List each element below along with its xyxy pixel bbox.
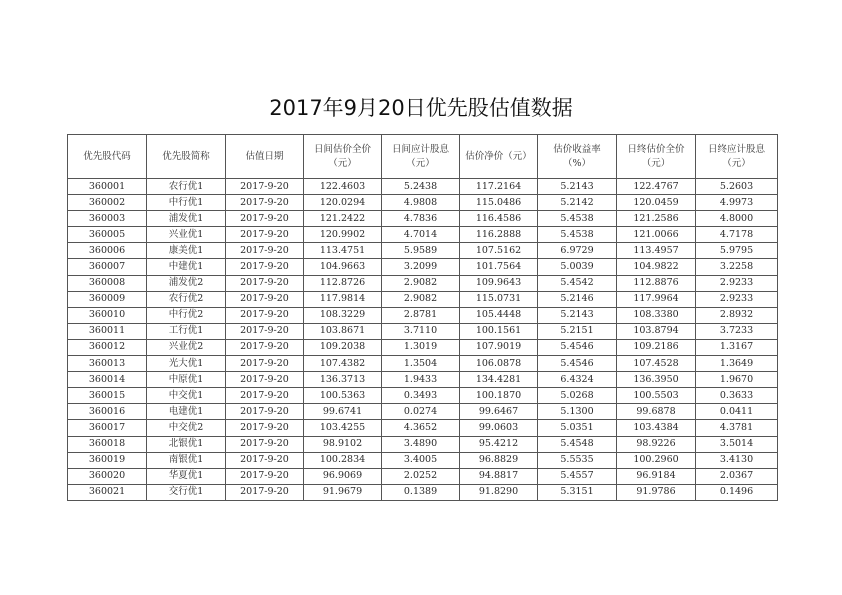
table-cell: 120.0294 xyxy=(304,195,382,211)
column-header xyxy=(538,135,617,179)
table-cell: 2.0367 xyxy=(696,468,778,484)
column-header-line: 日间应计股息 xyxy=(391,143,449,155)
table-cell: 0.1496 xyxy=(696,484,778,500)
table-cell: 5.3151 xyxy=(538,484,617,500)
table-cell: 5.4548 xyxy=(538,436,617,452)
table-cell: 3.5014 xyxy=(696,436,778,452)
table-row xyxy=(68,227,778,243)
table-cell: 104.9663 xyxy=(304,259,382,275)
column-header-line: （元） xyxy=(328,157,357,169)
table-cell: 浦发优1 xyxy=(147,211,226,227)
table-cell: 5.5535 xyxy=(538,452,617,468)
table-cell: 2.9233 xyxy=(696,291,778,307)
table-cell: 交行优1 xyxy=(147,484,226,500)
table-cell: 工行优1 xyxy=(147,323,226,339)
table-cell: 0.3633 xyxy=(696,388,778,404)
table-cell: 5.2603 xyxy=(696,179,778,195)
table-cell: 360005 xyxy=(68,227,147,243)
table-cell: 360009 xyxy=(68,291,147,307)
table-cell: 120.0459 xyxy=(617,195,696,211)
table-cell: 2.9082 xyxy=(382,275,460,291)
table-cell: 3.4890 xyxy=(382,436,460,452)
table-cell: 107.4528 xyxy=(617,356,696,372)
table-cell: 100.1561 xyxy=(460,323,538,339)
table-cell: 96.9184 xyxy=(617,468,696,484)
table-cell: 108.3229 xyxy=(304,307,382,323)
table-cell: 136.3950 xyxy=(617,372,696,388)
table-cell: 360007 xyxy=(68,259,147,275)
table-cell: 1.3167 xyxy=(696,339,778,355)
column-header-line: 估价收益率 xyxy=(553,143,601,155)
table-cell: 兴业优2 xyxy=(147,339,226,355)
table-cell: 360019 xyxy=(68,452,147,468)
column-header xyxy=(617,135,696,179)
table-row xyxy=(68,307,778,323)
table-cell: 4.3781 xyxy=(696,420,778,436)
table-cell: 103.8671 xyxy=(304,323,382,339)
table-cell: 112.8726 xyxy=(304,275,382,291)
column-header xyxy=(226,135,304,179)
table-cell: 360013 xyxy=(68,356,147,372)
table-cell: 5.4538 xyxy=(538,211,617,227)
table-cell: 4.7178 xyxy=(696,227,778,243)
table-cell: 0.3493 xyxy=(382,388,460,404)
table-cell: 2017-9-20 xyxy=(226,195,304,211)
table-cell: 3.7233 xyxy=(696,323,778,339)
table-header-row xyxy=(68,135,778,179)
table-cell: 5.4542 xyxy=(538,275,617,291)
table-cell: 98.9102 xyxy=(304,436,382,452)
table-cell: 113.4957 xyxy=(617,243,696,259)
table-cell: 3.4005 xyxy=(382,452,460,468)
table-cell: 116.2888 xyxy=(460,227,538,243)
table-cell: 2.9233 xyxy=(696,275,778,291)
table-cell: 100.1870 xyxy=(460,388,538,404)
table-cell: 中行优1 xyxy=(147,195,226,211)
table-cell: 2017-9-20 xyxy=(226,211,304,227)
table-cell: 电建优1 xyxy=(147,404,226,420)
table-cell: 116.4586 xyxy=(460,211,538,227)
table-row xyxy=(68,356,778,372)
table-cell: 360011 xyxy=(68,323,147,339)
table-cell: 2017-9-20 xyxy=(226,420,304,436)
table-cell: 北银优1 xyxy=(147,436,226,452)
column-header-line: 估价净价（元） xyxy=(465,150,532,162)
table-cell: 99.0603 xyxy=(460,420,538,436)
table-row xyxy=(68,195,778,211)
table-cell: 2017-9-20 xyxy=(226,275,304,291)
table-cell: 98.9226 xyxy=(617,436,696,452)
table-row xyxy=(68,179,778,195)
table-cell: 5.0268 xyxy=(538,388,617,404)
table-cell: 5.4538 xyxy=(538,227,617,243)
table-cell: 360008 xyxy=(68,275,147,291)
table-cell: 109.2038 xyxy=(304,339,382,355)
table-cell: 光大优1 xyxy=(147,356,226,372)
column-header xyxy=(304,135,382,179)
table-cell: 2017-9-20 xyxy=(226,452,304,468)
table-cell: 100.2834 xyxy=(304,452,382,468)
table-cell: 121.0066 xyxy=(617,227,696,243)
column-header-line: （元） xyxy=(722,157,751,169)
column-header-line: （%） xyxy=(562,157,592,169)
table-cell: 兴业优1 xyxy=(147,227,226,243)
column-header-line: 优先股代码 xyxy=(83,150,131,162)
table-cell: 2017-9-20 xyxy=(226,484,304,500)
table-row xyxy=(68,243,778,259)
table-cell: 360001 xyxy=(68,179,147,195)
table-cell: 2017-9-20 xyxy=(226,179,304,195)
table-cell: 360017 xyxy=(68,420,147,436)
table-cell: 5.2438 xyxy=(382,179,460,195)
table-cell: 康美优1 xyxy=(147,243,226,259)
table-row xyxy=(68,259,778,275)
column-header-line: （元） xyxy=(641,157,671,169)
table-cell: 95.4212 xyxy=(460,436,538,452)
column-header-line: 日间估价全价 xyxy=(313,143,371,155)
table-cell: 103.8794 xyxy=(617,323,696,339)
table-cell: 108.3380 xyxy=(617,307,696,323)
table-cell: 2017-9-20 xyxy=(226,259,304,275)
table-cell: 2017-9-20 xyxy=(226,372,304,388)
table-cell: 103.4384 xyxy=(617,420,696,436)
table-cell: 115.0731 xyxy=(460,291,538,307)
table-cell: 5.9589 xyxy=(382,243,460,259)
table-cell: 112.8876 xyxy=(617,275,696,291)
table-cell: 4.8000 xyxy=(696,211,778,227)
table-cell: 99.6878 xyxy=(617,404,696,420)
column-header-line: 优先股简称 xyxy=(162,150,210,162)
table-cell: 99.6741 xyxy=(304,404,382,420)
table-row xyxy=(68,275,778,291)
table-cell: 100.5503 xyxy=(617,388,696,404)
table-row xyxy=(68,420,778,436)
table-cell: 0.0274 xyxy=(382,404,460,420)
table-cell: 4.7836 xyxy=(382,211,460,227)
table-cell: 100.2960 xyxy=(617,452,696,468)
table-cell: 2017-9-20 xyxy=(226,339,304,355)
table-cell: 4.7014 xyxy=(382,227,460,243)
table-cell: 99.6467 xyxy=(460,404,538,420)
table-cell: 122.4603 xyxy=(304,179,382,195)
table-cell: 2017-9-20 xyxy=(226,243,304,259)
table-cell: 115.0486 xyxy=(460,195,538,211)
table-row xyxy=(68,436,778,452)
table-cell: 91.9679 xyxy=(304,484,382,500)
table-cell: 5.2142 xyxy=(538,195,617,211)
table-cell: 136.3713 xyxy=(304,372,382,388)
column-header-line: 估值日期 xyxy=(245,150,284,162)
table-cell: 5.4546 xyxy=(538,356,617,372)
table-cell: 1.3504 xyxy=(382,356,460,372)
table-cell: 3.4130 xyxy=(696,452,778,468)
table-cell: 360015 xyxy=(68,388,147,404)
table-cell: 3.2258 xyxy=(696,259,778,275)
table-cell: 6.9729 xyxy=(538,243,617,259)
table-cell: 4.9808 xyxy=(382,195,460,211)
table-cell: 104.9822 xyxy=(617,259,696,275)
table-cell: 360003 xyxy=(68,211,147,227)
table-cell: 6.4324 xyxy=(538,372,617,388)
table-cell: 360016 xyxy=(68,404,147,420)
table-cell: 1.9670 xyxy=(696,372,778,388)
table-cell: 91.8290 xyxy=(460,484,538,500)
table-cell: 91.9786 xyxy=(617,484,696,500)
table-cell: 0.1389 xyxy=(382,484,460,500)
table-cell: 117.9964 xyxy=(617,291,696,307)
table-cell: 109.9643 xyxy=(460,275,538,291)
table-row xyxy=(68,291,778,307)
table-cell: 107.5162 xyxy=(460,243,538,259)
column-header xyxy=(147,135,226,179)
table-cell: 360018 xyxy=(68,436,147,452)
table-cell: 5.2146 xyxy=(538,291,617,307)
table-cell: 107.4382 xyxy=(304,356,382,372)
column-header-line: 日终应计股息 xyxy=(707,143,765,155)
table-cell: 100.5363 xyxy=(304,388,382,404)
table-row xyxy=(68,404,778,420)
table-cell: 农行优1 xyxy=(147,179,226,195)
table-cell: 南银优1 xyxy=(147,452,226,468)
table-cell: 浦发优2 xyxy=(147,275,226,291)
table-cell: 5.2151 xyxy=(538,323,617,339)
column-header xyxy=(382,135,460,179)
table-cell: 4.3652 xyxy=(382,420,460,436)
table-cell: 5.2143 xyxy=(538,179,617,195)
table-cell: 1.3019 xyxy=(382,339,460,355)
table-cell: 96.8829 xyxy=(460,452,538,468)
table-cell: 101.7564 xyxy=(460,259,538,275)
table-cell: 134.4281 xyxy=(460,372,538,388)
valuation-table xyxy=(67,134,778,501)
table-cell: 360012 xyxy=(68,339,147,355)
table-row xyxy=(68,372,778,388)
table-row xyxy=(68,452,778,468)
table-row xyxy=(68,388,778,404)
table-cell: 5.0351 xyxy=(538,420,617,436)
table-cell: 360010 xyxy=(68,307,147,323)
table-cell: 5.0039 xyxy=(538,259,617,275)
table-cell: 2017-9-20 xyxy=(226,404,304,420)
table-cell: 中建优1 xyxy=(147,259,226,275)
table-cell: 5.1300 xyxy=(538,404,617,420)
table-cell: 360021 xyxy=(68,484,147,500)
table-cell: 1.9433 xyxy=(382,372,460,388)
table-row xyxy=(68,484,778,500)
column-header xyxy=(68,135,147,179)
table-cell: 5.4546 xyxy=(538,339,617,355)
table-row xyxy=(68,468,778,484)
column-header xyxy=(696,135,778,179)
table-cell: 107.9019 xyxy=(460,339,538,355)
table-cell: 106.0878 xyxy=(460,356,538,372)
column-header xyxy=(460,135,538,179)
table-cell: 2017-9-20 xyxy=(226,356,304,372)
table-cell: 117.2164 xyxy=(460,179,538,195)
table-cell: 0.0411 xyxy=(696,404,778,420)
table-cell: 117.9814 xyxy=(304,291,382,307)
table-cell: 360006 xyxy=(68,243,147,259)
table-cell: 121.2422 xyxy=(304,211,382,227)
table-cell: 5.9795 xyxy=(696,243,778,259)
table-cell: 2.8932 xyxy=(696,307,778,323)
table-row xyxy=(68,339,778,355)
table-cell: 360002 xyxy=(68,195,147,211)
table-cell: 2017-9-20 xyxy=(226,291,304,307)
table-cell: 3.7110 xyxy=(382,323,460,339)
table-cell: 96.9069 xyxy=(304,468,382,484)
table-cell: 109.2186 xyxy=(617,339,696,355)
table-row xyxy=(68,211,778,227)
table-cell: 2.0252 xyxy=(382,468,460,484)
table-cell: 5.2143 xyxy=(538,307,617,323)
table-cell: 2017-9-20 xyxy=(226,468,304,484)
table-cell: 120.9902 xyxy=(304,227,382,243)
table-cell: 2017-9-20 xyxy=(226,307,304,323)
table-body xyxy=(68,179,778,501)
table-cell: 农行优2 xyxy=(147,291,226,307)
table-cell: 3.2099 xyxy=(382,259,460,275)
table-cell: 360020 xyxy=(68,468,147,484)
column-header-line: （元） xyxy=(406,157,435,169)
table-cell: 94.8817 xyxy=(460,468,538,484)
table-cell: 2017-9-20 xyxy=(226,323,304,339)
table-cell: 中原优1 xyxy=(147,372,226,388)
table-cell: 1.3649 xyxy=(696,356,778,372)
table-cell: 2.9082 xyxy=(382,291,460,307)
table-cell: 4.9973 xyxy=(696,195,778,211)
column-header-line: 日终估价全价 xyxy=(627,143,685,155)
table-cell: 2.8781 xyxy=(382,307,460,323)
table-cell: 中行优2 xyxy=(147,307,226,323)
page-title: 2017年9月20日优先股估值数据 xyxy=(269,96,573,120)
table-cell: 103.4255 xyxy=(304,420,382,436)
table-cell: 5.4557 xyxy=(538,468,617,484)
table-cell: 121.2586 xyxy=(617,211,696,227)
table-cell: 122.4767 xyxy=(617,179,696,195)
table-cell: 中交优1 xyxy=(147,388,226,404)
table-cell: 2017-9-20 xyxy=(226,436,304,452)
table-cell: 华夏优1 xyxy=(147,468,226,484)
table-cell: 105.4448 xyxy=(460,307,538,323)
table-cell: 360014 xyxy=(68,372,147,388)
table-cell: 113.4751 xyxy=(304,243,382,259)
table-cell: 2017-9-20 xyxy=(226,388,304,404)
table-row xyxy=(68,323,778,339)
table-cell: 中交优2 xyxy=(147,420,226,436)
table-cell: 2017-9-20 xyxy=(226,227,304,243)
